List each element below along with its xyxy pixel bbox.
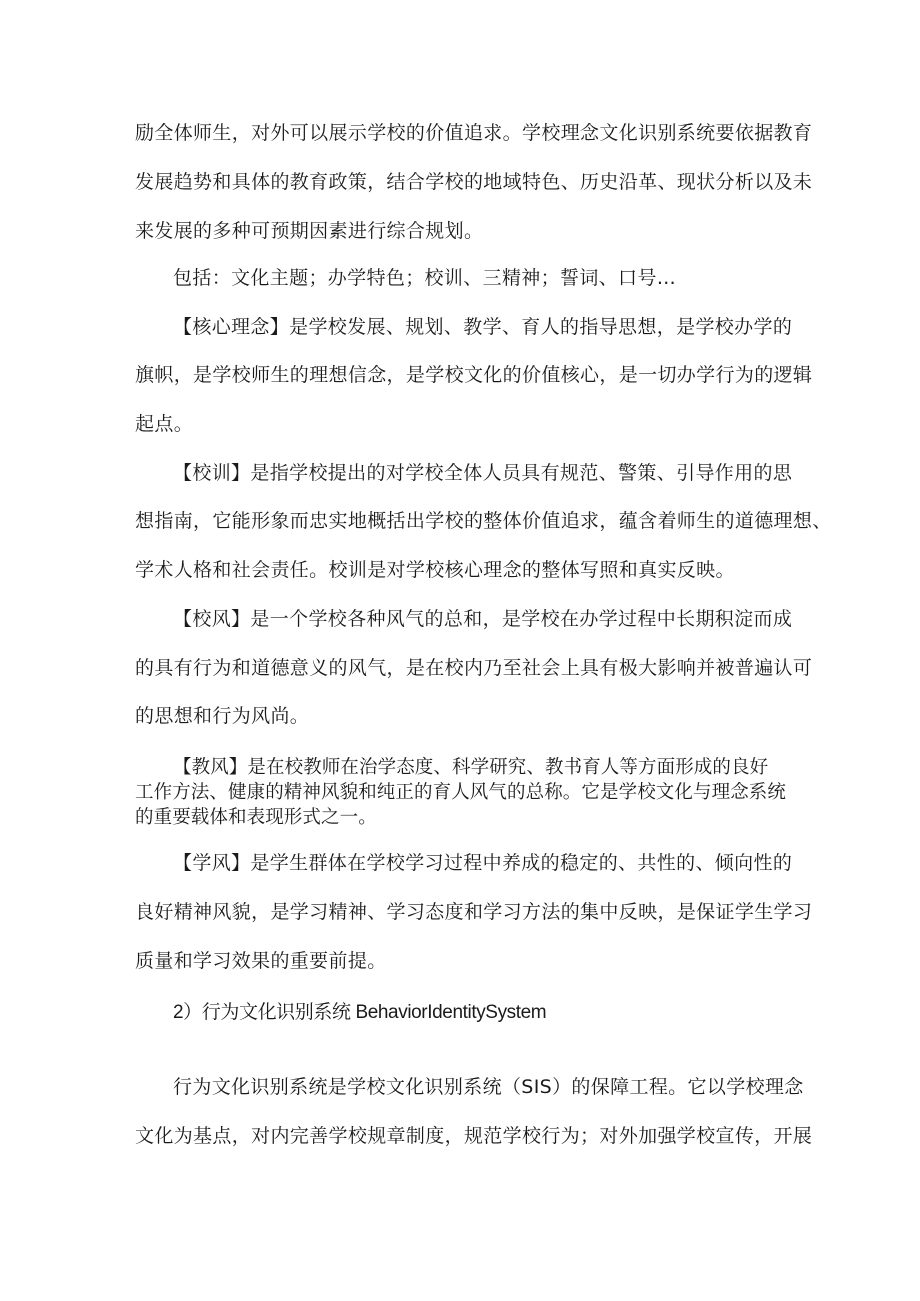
p3-line-2: 旗帜，是学校师生的理想信念，是学校文化的价值核心，是一切办学行为的逻辑 [135, 364, 813, 386]
p3-line-3: 起点。 [135, 413, 194, 435]
p4-line-1: 【校训】是指学校提出的对学校全体人员具有规范、警策、引导作用的思 [173, 462, 793, 484]
p1-line-2: 发展趋势和具体的教育政策，结合学校的地域特色、历史沿革、现状分析以及未 [135, 171, 813, 193]
p6-line-3: 的重要载体和表现形式之一。 [135, 807, 377, 828]
p6-line-2: 工作方法、健康的精神风貌和纯正的育人风气的总称。它是学校文化与理念系统 [135, 782, 787, 803]
p5-line-3: 的思想和行为风尚。 [135, 705, 310, 727]
p4-line-3: 学术人格和社会责任。校训是对学校核心理念的整体写照和真实反映。 [135, 559, 735, 581]
p2-line-1: 包括：文化主题；办学特色；校训、三精神；誓词、口号… [173, 267, 677, 289]
p7-line-3: 质量和学习效果的重要前提。 [135, 950, 387, 972]
p7-line-2: 良好精神风貌，是学习精神、学习态度和学习方法的集中反映，是保证学生学习 [135, 901, 813, 923]
p1-line-3: 来发展的多种可预期因素进行综合规划。 [135, 220, 484, 242]
p1-line-1: 励全体师生，对外可以展示学校的价值追求。学校理念文化识别系统要依据教育 [135, 122, 813, 144]
section-heading: 2）行为文化识别系统 BehaviorIdentitySystem [173, 1002, 547, 1023]
p8-line-2: 文化为基点，对内完善学校规章制度，规范学校行为；对外加强学校宣传，开展 [135, 1125, 813, 1147]
p4-line-2: 想指南，它能形象而忠实地概括出学校的整体价值追求，蕴含着师生的道德理想、 [135, 510, 832, 532]
p5-line-2: 的具有行为和道德意义的风气，是在校内乃至社会上具有极大影响并被普遍认可 [135, 657, 813, 679]
p7-line-1: 【学风】是学生群体在学校学习过程中养成的稳定的、共性的、倾向性的 [173, 852, 793, 874]
p3-line-1: 【核心理念】是学校发展、规划、教学、育人的指导思想，是学校办学的 [173, 316, 793, 338]
p5-line-1: 【校风】是一个学校各种风气的总和，是学校在办学过程中长期积淀而成 [173, 608, 793, 630]
p6-line-1: 【教风】是在校教师在治学态度、科学研究、教书育人等方面形成的良好 [173, 757, 769, 778]
p8-line-1: 行为文化识别系统是学校文化识别系统（SIS）的保障工程。它以学校理念 [173, 1076, 804, 1098]
